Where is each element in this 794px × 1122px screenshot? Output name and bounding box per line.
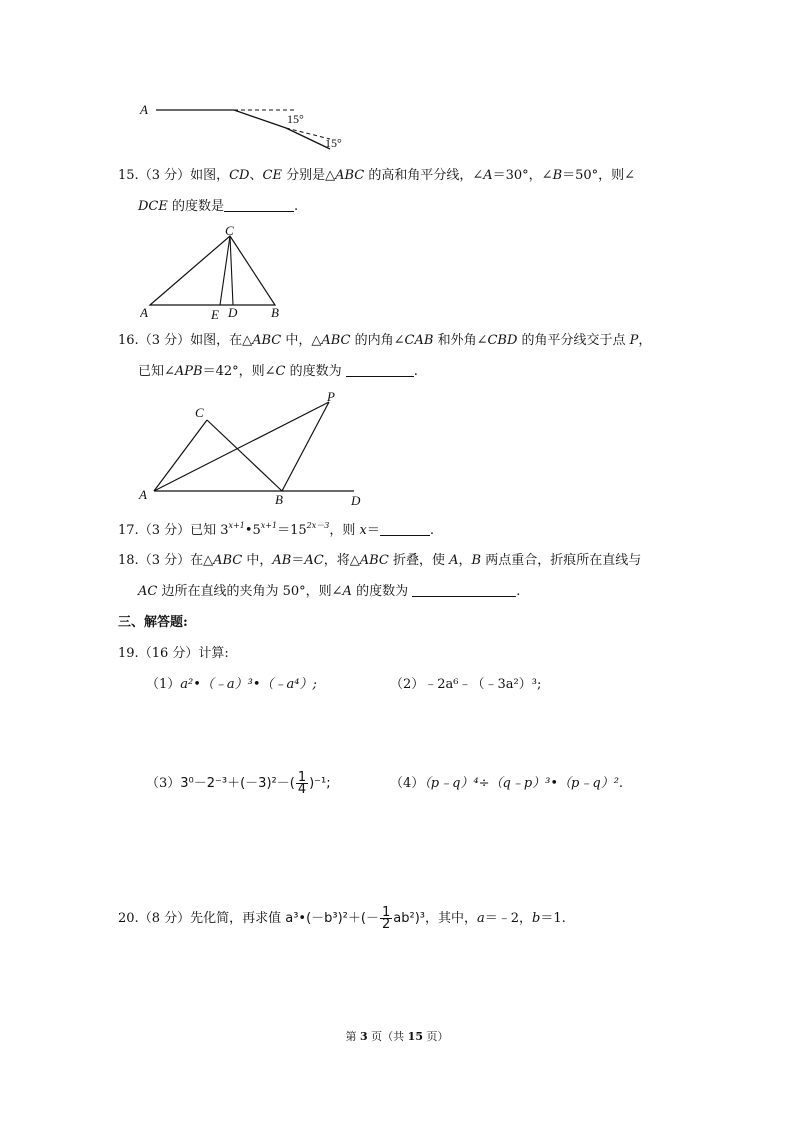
- vertex-a: A: [139, 487, 147, 502]
- page-footer: 第 3 页（共 15 页）: [345, 1030, 449, 1043]
- vertex-a: A: [140, 305, 148, 320]
- dashed-line: [286, 128, 330, 139]
- point-d: D: [228, 305, 238, 320]
- figure-q15-triangle: [140, 222, 300, 322]
- answer-blank[interactable]: [346, 364, 414, 377]
- altitude-cd: [230, 236, 233, 305]
- triangle-abc: [150, 236, 275, 305]
- figure-q16-triangle: [132, 390, 372, 510]
- fraction: $\frac{1}{2}$: [381, 905, 391, 932]
- bisector-ce: [220, 236, 230, 305]
- question-19-title: 19.（16 分）计算:: [118, 646, 229, 661]
- question-20: 20.（8 分）先化简，再求值 a³•(－b³)²＋(－ $\frac{1}{2}$ ab²)³，其中，a＝﹣2，b＝1.: [118, 905, 566, 932]
- question-16-line1: 16.（3 分）如图，在△ABC 中，△ABC 的内角∠CAB 和外角∠CBD 的角平分线交于点 P，: [118, 333, 652, 348]
- question-19-part2: （2）﹣2a⁶﹣（﹣3a²）³;: [390, 677, 542, 692]
- question-15-line2: DCE 的度数是 .: [138, 199, 299, 214]
- vertex-c: C: [195, 405, 204, 420]
- segment-cb: [207, 420, 282, 491]
- question-18-line1: 18.（3 分）在△ABC 中，AB＝AC，将△ABC 折叠，使 A，B 两点重合，折痕所在直线与: [118, 553, 642, 568]
- question-19-part4: （4）（p﹣q）⁴÷（q﹣p）³•（p﹣q）².: [390, 776, 624, 791]
- segment-ac: [154, 420, 207, 491]
- angle-label-2: 15°: [325, 136, 342, 150]
- question-16-line2: 已知∠APB＝42°，则∠C 的度数为 .: [138, 364, 418, 379]
- vertex-b: B: [275, 492, 283, 507]
- point-d: D: [351, 493, 361, 508]
- answer-blank[interactable]: [380, 523, 430, 536]
- point-e: E: [211, 307, 219, 322]
- question-19-part3: （3）3⁰－2⁻³＋(－3)²－( $\frac{1}{4}$ )⁻¹;: [146, 770, 331, 797]
- angle-label-1: 15°: [287, 112, 304, 126]
- answer-blank[interactable]: [412, 584, 516, 597]
- fig-top-label-a: A: [140, 102, 148, 117]
- line-segment: [286, 128, 330, 149]
- fraction: $\frac{1}{4}$: [297, 770, 307, 797]
- vertex-c: C: [225, 223, 234, 238]
- segment-ap: [154, 402, 329, 491]
- point-p: P: [327, 390, 335, 404]
- answer-blank[interactable]: [224, 199, 294, 212]
- line-segment: [234, 110, 286, 128]
- section-heading: 三、解答题:: [118, 615, 188, 630]
- question-17: 17.（3 分）已知 $3^{x+1}•5^{x+1}=15^{2x-3}$，则 x＝ .: [118, 521, 434, 538]
- vertex-b: B: [271, 305, 279, 320]
- page-total: 15: [407, 1030, 423, 1043]
- figure-q14-fold: [130, 95, 370, 155]
- segment-bp: [282, 402, 329, 491]
- page-number: 3: [360, 1030, 368, 1043]
- question-19-part1: （1）a²•（﹣a）³•（﹣a⁴）;: [146, 677, 317, 692]
- question-15-line1: 15.（3 分）如图，CD、CE 分别是△ABC 的高和角平分线，∠A＝30°，∠B＝50°，则∠: [118, 168, 636, 183]
- question-18-line2: AC 边所在直线的夹角为 50°，则∠A 的度数为 .: [138, 584, 521, 599]
